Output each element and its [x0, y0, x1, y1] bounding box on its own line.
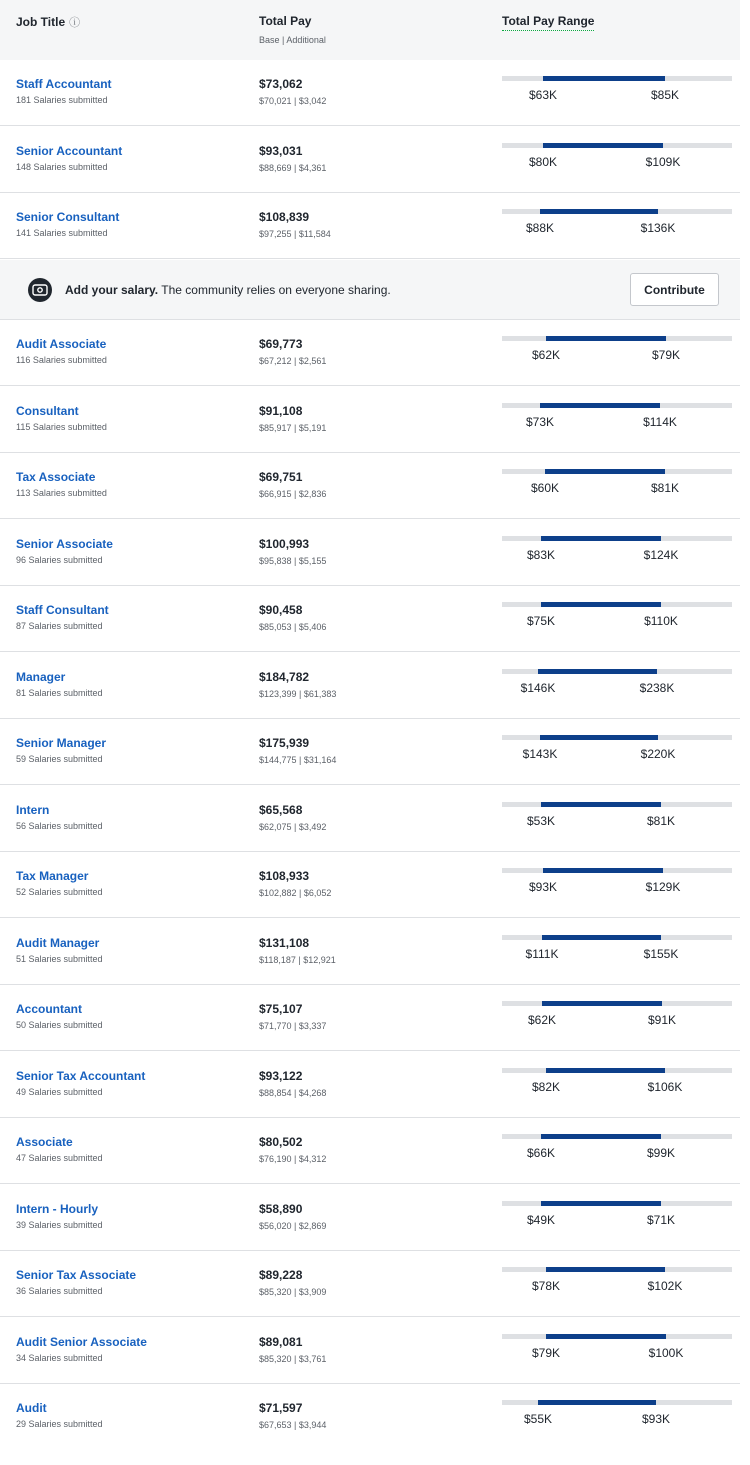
table-header: [0, 0, 740, 60]
base-pay: $144,775: [259, 755, 297, 765]
pay-range-bar: [502, 403, 732, 408]
salaries-submitted: 113 Salaries submitted: [16, 488, 107, 498]
table-row: [0, 320, 740, 386]
pay-range-bar: [502, 602, 732, 607]
pay-range-low: $78K: [531, 1279, 561, 1293]
table-row: [0, 60, 740, 126]
pay-range-fill: [540, 403, 660, 408]
base-pay: $56,020: [259, 1221, 292, 1231]
additional-pay: $3,761: [298, 1354, 327, 1364]
cash-icon: [28, 278, 52, 302]
pay-range-high: $81K: [646, 814, 676, 828]
pay-range-high: $136K: [640, 221, 676, 235]
pay-range-bar: [502, 1134, 732, 1139]
contribute-banner: [0, 260, 740, 320]
base-pay: $97,255: [259, 229, 292, 239]
pay-range-low: $83K: [526, 548, 556, 562]
banner-bold-text: Add your salary.: [65, 283, 159, 297]
table-row: [0, 1118, 740, 1184]
base-pay: $85,053: [259, 622, 292, 632]
pay-range-bar: [502, 536, 732, 541]
job-title-link[interactable]: Senior Tax Accountant: [16, 1069, 146, 1083]
table-row: [0, 852, 740, 918]
additional-pay: $2,836: [298, 489, 327, 499]
pay-range-bar: [502, 336, 732, 341]
job-title-link[interactable]: Staff Accountant: [16, 77, 112, 91]
base-additional-pay: $70,021 | $3,042: [259, 96, 327, 106]
salaries-submitted: 39 Salaries submitted: [16, 1220, 103, 1230]
total-pay-value: $65,568: [259, 803, 303, 817]
total-pay-range-header[interactable]: Total Pay Range: [502, 14, 594, 31]
total-pay-value: $89,228: [259, 1268, 303, 1282]
total-pay-value: $69,751: [259, 470, 303, 484]
salaries-submitted: 34 Salaries submitted: [16, 1353, 103, 1363]
salaries-submitted: 141 Salaries submitted: [16, 228, 108, 238]
additional-pay: $5,191: [298, 423, 327, 433]
base-pay: $123,399: [259, 689, 297, 699]
pay-range-low: $60K: [530, 481, 560, 495]
pay-range-bar: [502, 209, 732, 214]
pay-range-fill: [542, 1001, 662, 1006]
job-title-link[interactable]: Audit Manager: [16, 936, 100, 950]
salaries-submitted: 148 Salaries submitted: [16, 162, 108, 172]
additional-pay: $12,921: [303, 955, 336, 965]
table-row: [0, 586, 740, 652]
pay-range-high: $91K: [647, 1013, 677, 1027]
base-additional-pay: $88,854 | $4,268: [259, 1088, 327, 1098]
additional-pay: $5,406: [298, 622, 327, 632]
job-title-link[interactable]: Staff Consultant: [16, 603, 109, 617]
pay-range-low: $79K: [531, 1346, 561, 1360]
additional-pay: $4,312: [298, 1154, 327, 1164]
pay-range-low: $62K: [531, 348, 561, 362]
additional-pay: $61,383: [303, 689, 337, 699]
additional-pay: $11,584: [298, 229, 331, 239]
base-additional-pay: $95,838 | $5,155: [259, 556, 327, 566]
base-additional-pay: $97,255 | $11,584: [259, 229, 331, 239]
additional-pay: $3,944: [298, 1420, 327, 1430]
job-title-link[interactable]: Senior Manager: [16, 736, 107, 750]
info-icon[interactable]: ⓘ: [69, 17, 81, 29]
base-pay: $85,320: [259, 1287, 292, 1297]
pay-range-low: $53K: [526, 814, 556, 828]
base-pay: $88,854: [259, 1088, 292, 1098]
additional-pay: $5,155: [298, 556, 327, 566]
pay-range-fill: [542, 935, 661, 940]
pay-range-high: $129K: [645, 880, 681, 894]
salaries-submitted: 56 Salaries submitted: [16, 821, 103, 831]
base-additional-pay: $67,653 | $3,944: [259, 1420, 327, 1430]
base-additional-pay: $66,915 | $2,836: [259, 489, 327, 499]
additional-pay: $3,909: [298, 1287, 327, 1297]
pay-range-fill: [541, 602, 661, 607]
table-row: [0, 919, 740, 985]
base-additional-pay: $71,770 | $3,337: [259, 1021, 327, 1031]
pay-range-bar: [502, 1334, 732, 1339]
salaries-submitted: 47 Salaries submitted: [16, 1153, 103, 1163]
pay-range-bar: [502, 669, 732, 674]
pay-range-high: $81K: [650, 481, 680, 495]
total-pay-value: $175,939: [259, 736, 310, 750]
base-additional-pay: $85,917 | $5,191: [259, 423, 327, 433]
base-additional-pay: $88,669 | $4,361: [259, 163, 327, 173]
pay-range-high: $102K: [647, 1279, 683, 1293]
table-row: [0, 719, 740, 785]
pay-range-fill: [541, 802, 661, 807]
job-title-link[interactable]: Audit: [16, 1401, 47, 1415]
base-pay: $62,075: [259, 822, 292, 832]
salaries-submitted: 52 Salaries submitted: [16, 887, 103, 897]
job-title-link[interactable]: Audit Senior Associate: [16, 1335, 147, 1349]
pay-range-fill: [541, 1134, 661, 1139]
pay-range-low: $49K: [526, 1213, 556, 1227]
job-title-link[interactable]: Senior Consultant: [16, 210, 120, 224]
pay-range-low: $146K: [520, 681, 556, 695]
pay-range-high: $109K: [645, 155, 681, 169]
pay-range-high: $220K: [640, 747, 676, 761]
pay-range-fill: [543, 143, 663, 148]
base-additional-pay: $76,190 | $4,312: [259, 1154, 327, 1164]
pay-range-low: $55K: [523, 1412, 553, 1426]
base-pay: $76,190: [259, 1154, 292, 1164]
pay-range-bar: [502, 1001, 732, 1006]
table-row: [0, 985, 740, 1051]
pay-range-bar: [502, 1267, 732, 1272]
table-row: [0, 1384, 740, 1450]
pay-range-bar: [502, 802, 732, 807]
salaries-submitted: 29 Salaries submitted: [16, 1419, 103, 1429]
base-additional-pay: $62,075 | $3,492: [259, 822, 327, 832]
pay-range-high: $100K: [648, 1346, 684, 1360]
total-pay-value: $131,108: [259, 936, 310, 950]
salaries-submitted: 96 Salaries submitted: [16, 555, 103, 565]
salaries-submitted: 81 Salaries submitted: [16, 688, 103, 698]
job-title-link[interactable]: Manager: [16, 670, 66, 684]
base-additional-pay: $85,053 | $5,406: [259, 622, 327, 632]
pay-range-low: $111K: [525, 947, 559, 961]
banner-body-text: The community relies on everyone sharing.: [161, 283, 391, 297]
pay-range-fill: [538, 1400, 656, 1405]
pay-range-bar: [502, 469, 732, 474]
base-pay: $67,212: [259, 356, 292, 366]
pay-range-high: $99K: [646, 1146, 676, 1160]
salaries-submitted: 87 Salaries submitted: [16, 621, 103, 631]
table-row: [0, 653, 740, 719]
job-title-link[interactable]: Intern - Hourly: [16, 1202, 99, 1216]
contribute-button[interactable]: Contribute: [630, 273, 719, 306]
banner-text: [65, 283, 391, 297]
total-pay-value: $89,081: [259, 1335, 303, 1349]
base-additional-pay: $85,320 | $3,909: [259, 1287, 327, 1297]
total-pay-value: $100,993: [259, 537, 310, 551]
pay-range-fill: [538, 669, 657, 674]
pay-range-low: $73K: [525, 415, 555, 429]
table-row: [0, 453, 740, 519]
job-title-link[interactable]: Intern: [16, 803, 50, 817]
pay-range-bar: [502, 76, 732, 81]
job-title-link[interactable]: Senior Associate: [16, 537, 113, 551]
pay-range-high: $93K: [641, 1412, 671, 1426]
pay-range-fill: [540, 735, 658, 740]
pay-range-fill: [541, 536, 661, 541]
job-title-label: Job Title: [16, 15, 66, 29]
table-row: [0, 786, 740, 852]
table-row: [0, 1251, 740, 1317]
pay-range-fill: [543, 76, 665, 81]
total-pay-value: $184,782: [259, 670, 310, 684]
total-pay-value: $90,458: [259, 603, 303, 617]
salaries-submitted: 51 Salaries submitted: [16, 954, 103, 964]
table-row: [0, 520, 740, 586]
pay-range-high: $155K: [643, 947, 679, 961]
base-pay: $102,882: [259, 888, 297, 898]
total-pay-value: $71,597: [259, 1401, 303, 1415]
salaries-submitted: 50 Salaries submitted: [16, 1020, 103, 1030]
pay-range-low: $82K: [531, 1080, 561, 1094]
pay-range-fill: [540, 209, 658, 214]
total-pay-value: $108,933: [259, 869, 310, 883]
additional-pay: $6,052: [303, 888, 332, 898]
table-row: [0, 1185, 740, 1251]
table-row: [0, 1318, 740, 1384]
pay-range-low: $63K: [528, 88, 558, 102]
pay-range-high: $106K: [647, 1080, 683, 1094]
job-title-link[interactable]: Tax Manager: [16, 869, 89, 883]
pay-range-bar: [502, 935, 732, 940]
salaries-submitted: 116 Salaries submitted: [16, 355, 107, 365]
pay-range-bar: [502, 1201, 732, 1206]
job-title-link[interactable]: Audit Associate: [16, 337, 107, 351]
pay-range-bar: [502, 143, 732, 148]
job-title-link[interactable]: Tax Associate: [16, 470, 96, 484]
base-additional-pay: $56,020 | $2,869: [259, 1221, 327, 1231]
pay-range-low: $75K: [526, 614, 556, 628]
additional-pay: $3,337: [298, 1021, 327, 1031]
base-additional-pay: $102,882 | $6,052: [259, 888, 332, 898]
pay-range-low: $80K: [528, 155, 558, 169]
pay-range-high: $124K: [643, 548, 679, 562]
table-row: [0, 127, 740, 193]
total-pay-value: $58,890: [259, 1202, 303, 1216]
pay-range-high: $114K: [643, 415, 677, 429]
total-pay-value: $93,031: [259, 144, 303, 158]
total-pay-value: $69,773: [259, 337, 303, 351]
pay-range-fill: [546, 1068, 665, 1073]
base-pay: $67,653: [259, 1420, 292, 1430]
salaries-submitted: 115 Salaries submitted: [16, 422, 107, 432]
pay-range-low: $88K: [525, 221, 555, 235]
base-pay: $70,021: [259, 96, 292, 106]
pay-range-high: $238K: [639, 681, 675, 695]
additional-pay: $4,268: [298, 1088, 327, 1098]
pay-range-low: $143K: [522, 747, 558, 761]
additional-pay: $3,492: [298, 822, 327, 832]
additional-pay: $2,561: [298, 356, 327, 366]
pay-range-low: $66K: [526, 1146, 556, 1160]
base-pay: $118,187: [259, 955, 296, 965]
additional-pay: $31,164: [303, 755, 337, 765]
base-pay: $85,917: [259, 423, 292, 433]
pay-range-fill: [541, 1201, 661, 1206]
pay-range-high: $110K: [644, 614, 678, 628]
base-additional-pay: $123,399 | $61,383: [259, 689, 337, 699]
base-additional-pay: $144,775 | $31,164: [259, 755, 337, 765]
pay-range-bar: [502, 1068, 732, 1073]
pay-range-bar: [502, 735, 732, 740]
additional-pay: $3,042: [298, 96, 327, 106]
base-additional-pay: $67,212 | $2,561: [259, 356, 327, 366]
pay-range-fill: [543, 868, 663, 873]
table-row: [0, 387, 740, 453]
total-pay-value: $93,122: [259, 1069, 303, 1083]
job-title-link[interactable]: Associate: [16, 1135, 73, 1149]
job-title-link[interactable]: Senior Accountant: [16, 144, 123, 158]
pay-range-fill: [546, 336, 666, 341]
table-row: [0, 1052, 740, 1118]
pay-range-high: $79K: [651, 348, 681, 362]
job-title-link[interactable]: Consultant: [16, 404, 79, 418]
salaries-submitted: 49 Salaries submitted: [16, 1087, 103, 1097]
base-pay: $95,838: [259, 556, 292, 566]
total-pay-value: $91,108: [259, 404, 303, 418]
job-title-link[interactable]: Accountant: [16, 1002, 82, 1016]
base-pay: $71,770: [259, 1021, 292, 1031]
pay-range-fill: [545, 469, 665, 474]
table-row: [0, 193, 740, 259]
base-additional-pay: $85,320 | $3,761: [259, 1354, 327, 1364]
total-pay-header: Total Pay: [259, 14, 312, 28]
salaries-submitted: 181 Salaries submitted: [16, 95, 108, 105]
total-pay-value: $73,062: [259, 77, 303, 91]
salaries-submitted: 59 Salaries submitted: [16, 754, 103, 764]
additional-pay: $2,869: [298, 1221, 327, 1231]
total-pay-value: $80,502: [259, 1135, 303, 1149]
total-pay-value: $108,839: [259, 210, 310, 224]
total-pay-subheader: Base | Additional: [259, 35, 326, 45]
additional-pay: $4,361: [298, 163, 327, 173]
pay-range-low: $93K: [528, 880, 558, 894]
total-pay-value: $75,107: [259, 1002, 303, 1016]
base-pay: $88,669: [259, 163, 292, 173]
pay-range-bar: [502, 1400, 732, 1405]
base-additional-pay: $118,187 | $12,921: [259, 955, 336, 965]
salaries-submitted: 36 Salaries submitted: [16, 1286, 103, 1296]
job-title-header: [16, 14, 80, 30]
base-pay: $85,320: [259, 1354, 292, 1364]
pay-range-fill: [546, 1334, 666, 1339]
pay-range-high: $85K: [650, 88, 680, 102]
base-pay: $66,915: [259, 489, 292, 499]
job-title-link[interactable]: Senior Tax Associate: [16, 1268, 137, 1282]
pay-range-low: $62K: [527, 1013, 557, 1027]
pay-range-bar: [502, 868, 732, 873]
pay-range-high: $71K: [646, 1213, 676, 1227]
pay-range-fill: [546, 1267, 665, 1272]
